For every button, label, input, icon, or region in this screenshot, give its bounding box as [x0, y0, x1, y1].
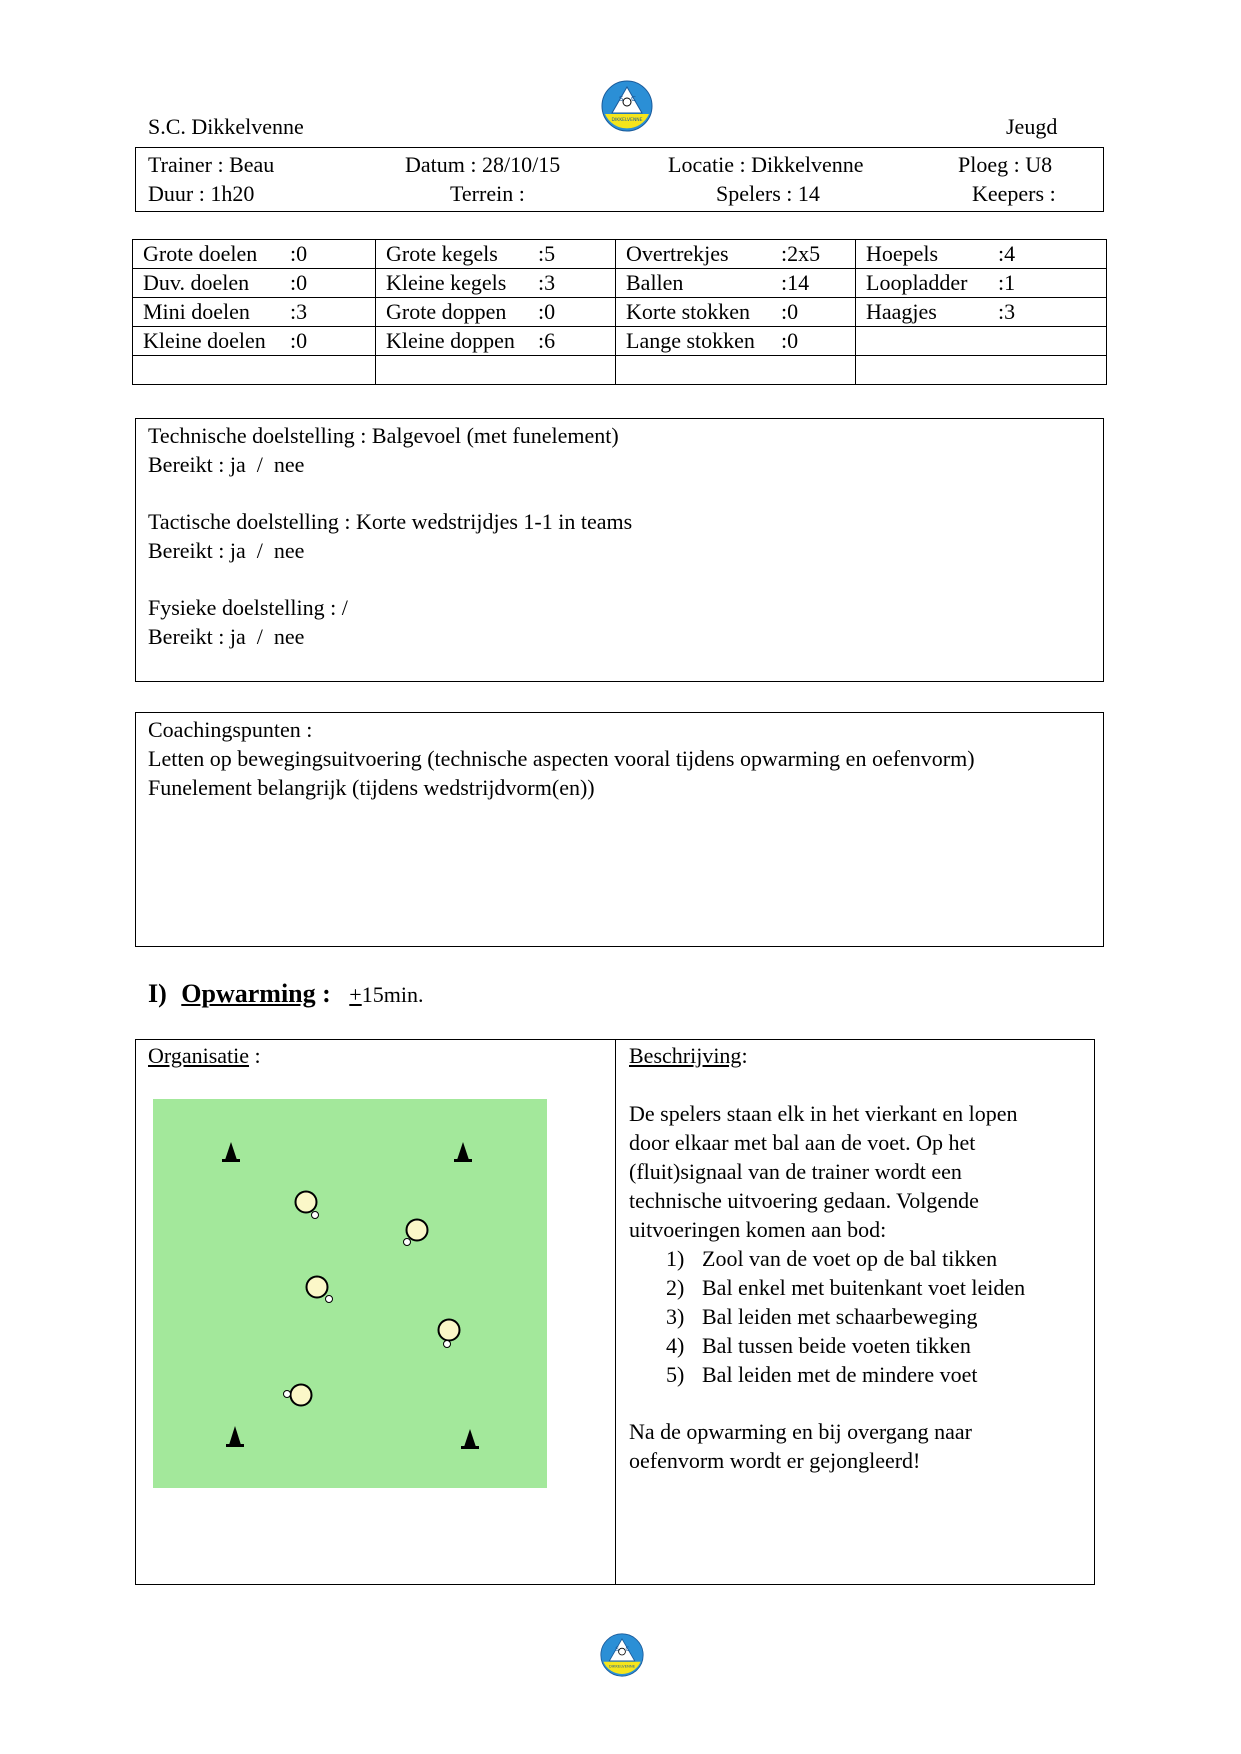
table-cell: [616, 298, 856, 327]
table-row: [133, 298, 1107, 327]
equipment-table: [132, 239, 1107, 385]
table-cell: [133, 356, 376, 385]
table-row: [133, 240, 1107, 269]
list-number: 4): [666, 1333, 685, 1358]
equipment-name: Overtrekjes: [626, 241, 729, 266]
description-line: door elkaar met bal aan de voet. Op het: [629, 1130, 976, 1155]
table-row: [133, 356, 1107, 385]
section-number: I): [148, 979, 167, 1008]
list-item: [666, 1273, 1025, 1302]
logo-text: DIKKELVENNE: [608, 1663, 636, 1669]
equipment-name: Grote doppen: [386, 299, 507, 324]
description-line: technische uitvoering gedaan. Volgende: [629, 1188, 979, 1213]
table-cell: [376, 298, 616, 327]
equipment-count: :4: [998, 241, 1016, 266]
tactical-goal: Tactische doelstelling : Korte wedstrijdjes 1-1 in teams: [148, 509, 633, 534]
equipment-count: :14: [781, 270, 810, 295]
execution-list: [666, 1244, 1025, 1389]
exercise-divider: [615, 1039, 616, 1585]
table-cell: [376, 327, 616, 356]
table-cell: [616, 240, 856, 269]
description-line: oefenvorm wordt er gejongleerd!: [629, 1448, 921, 1473]
description-outro: [629, 1417, 972, 1475]
equipment-count: :0: [781, 328, 799, 353]
description-line: Na de opwarming en bij overgang naar: [629, 1419, 972, 1444]
technical-achieved: Bereikt : ja / nee: [148, 452, 305, 477]
section-title: Opwarming: [181, 979, 316, 1008]
list-number: 3): [666, 1304, 685, 1329]
club-name: S.C. Dikkelvenne: [148, 114, 304, 139]
equipment-name: Ballen: [626, 270, 684, 295]
team-field: Ploeg : U8: [958, 152, 1053, 177]
logo-letter-c: C: [631, 95, 636, 103]
description-heading: [629, 1041, 748, 1070]
list-item: [666, 1244, 1025, 1273]
list-item: [666, 1360, 1025, 1389]
equipment-count: :6: [538, 328, 556, 353]
equipment-name: Kleine doelen: [143, 328, 266, 353]
equipment-count: :0: [290, 270, 308, 295]
physical-achieved: Bereikt : ja / nee: [148, 624, 305, 649]
section-heading: [148, 977, 423, 1012]
equipment-count: :0: [781, 299, 799, 324]
list-number: 2): [666, 1275, 685, 1300]
table-cell: [856, 298, 1107, 327]
section-colon: :: [322, 979, 331, 1008]
coaching-line-1: Letten op bewegingsuitvoering (technische aspecten vooral tijdens opwarming en oefenvorm): [148, 746, 975, 771]
equipment-count: :0: [538, 299, 556, 324]
organisation-label: Organisatie: [148, 1043, 250, 1068]
equipment-name: Lange stokken: [626, 328, 755, 353]
description-intro: [629, 1099, 1018, 1244]
table-row: [133, 327, 1107, 356]
equipment-count: :2x5: [781, 241, 821, 266]
equipment-name: Duv. doelen: [143, 270, 250, 295]
field-grass: [153, 1099, 547, 1488]
table-cell: [856, 240, 1107, 269]
list-text: Bal enkel met buitenkant voet leiden: [702, 1275, 1026, 1300]
table-cell: [133, 269, 376, 298]
equipment-count: :3: [290, 299, 308, 324]
equipment-count: :3: [998, 299, 1016, 324]
description-line: (fluit)signaal van de trainer wordt een: [629, 1159, 962, 1184]
table-cell: [616, 269, 856, 298]
coaching-title: Coachingspunten :: [148, 717, 313, 742]
description-colon: :: [741, 1043, 748, 1068]
equipment-count: :3: [538, 270, 556, 295]
equipment-name: Kleine kegels: [386, 270, 507, 295]
equipment-name: Haagjes: [866, 299, 937, 324]
description-line: De spelers staan elk in het vierkant en lopen: [629, 1101, 1018, 1126]
organisation-colon: :: [249, 1043, 261, 1068]
table-cell: [133, 327, 376, 356]
equipment-name: Grote doelen: [143, 241, 258, 266]
table-cell: [133, 298, 376, 327]
organisation-heading: [148, 1041, 261, 1070]
description-label: Beschrijving: [629, 1043, 742, 1068]
club-logo: [601, 80, 653, 132]
table-cell: [856, 327, 1107, 356]
equipment-name: Korte stokken: [626, 299, 751, 324]
list-number: 1): [666, 1246, 685, 1271]
list-item: [666, 1302, 1025, 1331]
section-duration: [349, 982, 423, 1007]
technical-goal: Technische doelstelling : Balgevoel (met funelement): [148, 423, 619, 448]
keepers-field: Keepers :: [972, 181, 1056, 206]
footer-logo: [600, 1633, 644, 1677]
logo-letter-s: S: [615, 1646, 619, 1653]
list-text: Bal leiden met de mindere voet: [702, 1362, 978, 1387]
location-field: Locatie : Dikkelvenne: [668, 152, 864, 177]
physical-goal: Fysieke doelstelling : /: [148, 595, 348, 620]
field-terrain: Terrein :: [450, 181, 525, 206]
section-label: Jeugd: [1006, 114, 1058, 139]
logo-letter-s: S: [619, 95, 624, 103]
coaching-line-2: Funelement belangrijk (tijdens wedstrijdvorm(en)): [148, 775, 595, 800]
table-cell: [376, 269, 616, 298]
tactical-achieved: Bereikt : ja / nee: [148, 538, 305, 563]
trainer-field: Trainer : Beau: [148, 152, 275, 177]
equipment-count: :5: [538, 241, 556, 266]
table-cell: [376, 240, 616, 269]
table-cell: [616, 327, 856, 356]
list-text: Zool van de voet op de bal tikken: [702, 1246, 998, 1271]
players-field: Spelers : 14: [716, 181, 820, 206]
equipment-name: Hoepels: [866, 241, 939, 266]
list-number: 5): [666, 1362, 685, 1387]
table-cell: [856, 269, 1107, 298]
duration-value: 15min.: [361, 982, 424, 1007]
table-cell: [856, 356, 1107, 385]
plus-minus-sign: +: [349, 982, 362, 1007]
training-field-diagram: [153, 1099, 547, 1488]
equipment-count: :0: [290, 328, 308, 353]
equipment-name: Mini doelen: [143, 299, 250, 324]
table-cell: [376, 356, 616, 385]
table-row: [133, 269, 1107, 298]
duration-field: Duur : 1h20: [148, 181, 255, 206]
equipment-count: :1: [998, 270, 1016, 295]
logo-letter-c: C: [625, 1646, 630, 1653]
equipment-name: Loopladder: [866, 270, 968, 295]
list-item: [666, 1331, 1025, 1360]
table-cell: [133, 240, 376, 269]
table-cell: [616, 356, 856, 385]
equipment-count: :0: [290, 241, 308, 266]
equipment-name: Grote kegels: [386, 241, 498, 266]
list-text: Bal tussen beide voeten tikken: [702, 1333, 971, 1358]
description-line: uitvoeringen komen aan bod:: [629, 1217, 887, 1242]
equipment-name: Kleine doppen: [386, 328, 515, 353]
list-text: Bal leiden met schaarbeweging: [702, 1304, 978, 1329]
date-field: Datum : 28/10/15: [405, 152, 561, 177]
logo-text: DIKKELVENNE: [611, 118, 643, 123]
